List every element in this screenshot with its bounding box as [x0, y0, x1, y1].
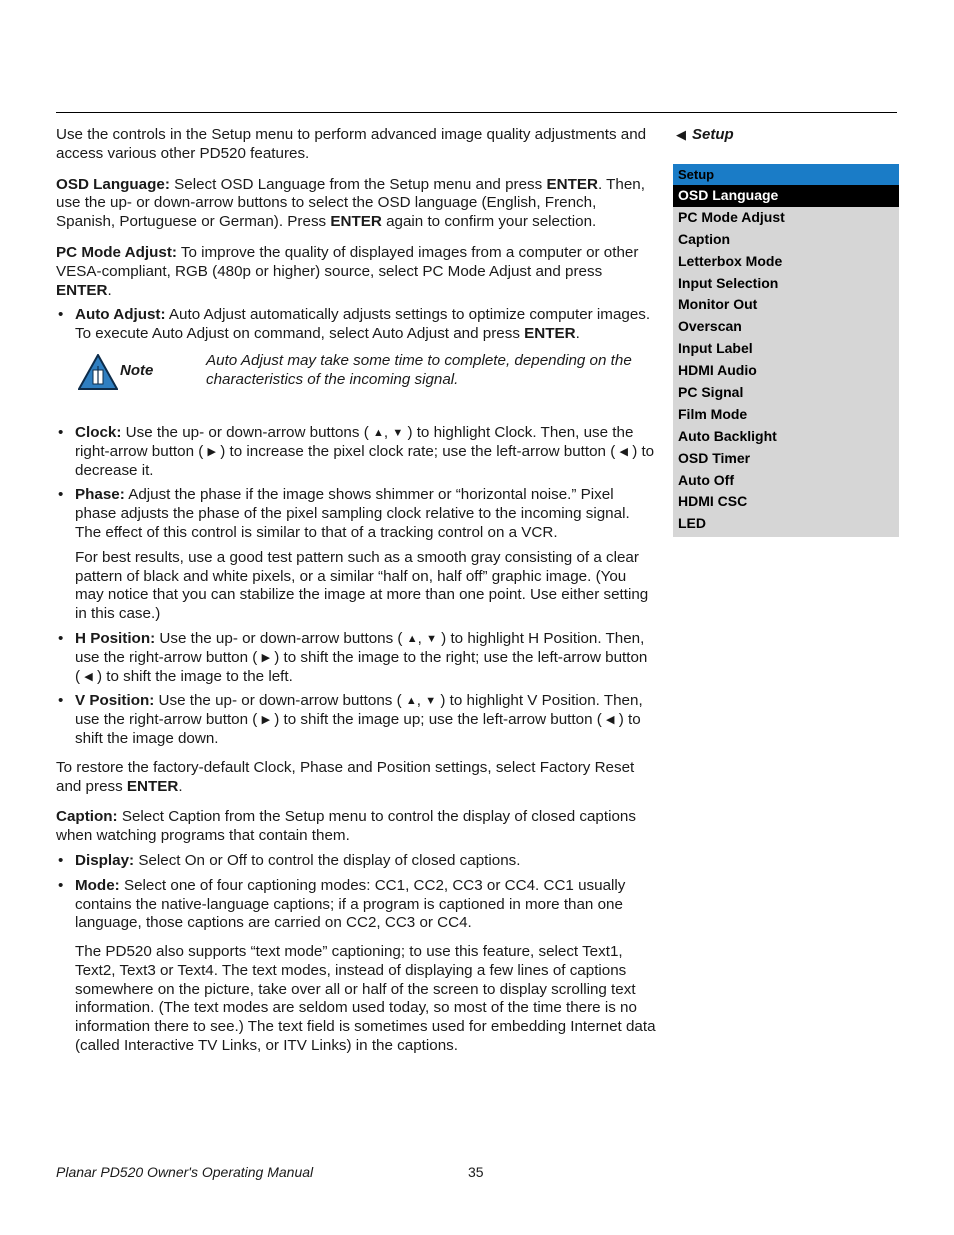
mode-paragraph-2: The PD520 also supports “text mode” captioning; to use this feature, select Text1, Text2, Text3 or Text4. The text modes, instead of displaying a few lines of captions somewhere on the picture, take over all or half of the screen to display scrolling text information. (The text modes are seldom used today, so most of the time there is no information there to see.) The text field is sometimes used for embedding Internet data (called Interactive TV Links, or ITV Links) in the captions.	[75, 943, 656, 1055]
caption-paragraph: Caption: Select Caption from the Setup menu to control the display of closed captions when watching programs that contain them.	[56, 808, 636, 845]
list-item: • Auto Adjust: Auto Adjust automatically adjusts settings to optimize computer images. To execute Auto Adjust on command, select Auto Adjust and press ENTER.	[56, 306, 656, 344]
footer-manual-title: Planar PD520 Owner's Operating Manual	[56, 1164, 314, 1180]
list-item: • H Position: Use the up- or down-arrow buttons ( ▲, ▼ ) to highlight H Position. Then, use the right-arrow button ( ▶ ) to shift the image to the right; use the left-arrow button ( ◀ ) to shift the image to the left.	[56, 630, 656, 686]
menu-item[interactable]: OSD Timer	[678, 449, 751, 466]
menu-item[interactable]: Auto Backlight	[678, 427, 777, 444]
setup-menu	[673, 164, 899, 537]
page-number: 35	[468, 1164, 484, 1180]
up-arrow-icon: ▲	[406, 632, 418, 645]
term: H Position:	[75, 629, 156, 647]
right-arrow-icon: ▶	[261, 714, 271, 727]
menu-item[interactable]: HDMI CSC	[678, 493, 748, 510]
menu-header: Setup	[673, 164, 899, 185]
right-arrow-icon: ▶	[207, 445, 216, 458]
enter-key: ENTER	[524, 325, 576, 343]
list-item: • Phase: Adjust the phase if the image shows shimmer or “horizontal noise.” Pixel phase adjusts the phase of the pixel sampling clock relative to the incoming signal. The effect of this control is similar to that of a tracking control on a VCR.	[56, 486, 656, 542]
list-item: • V Position: Use the up- or down-arrow buttons ( ▲, ▼ ) to highlight V Position. Then, use the right-arrow button ( ▶ ) to shift the image up; use the left-arrow button ( ◀ ) to shift the image down.	[56, 692, 656, 748]
term: Clock:	[75, 423, 122, 441]
down-arrow-icon: ▼	[426, 632, 437, 645]
intro-paragraph: Use the controls in the Setup menu to perform advanced image quality adjustments and access various other PD520 features.	[56, 126, 647, 162]
enter-key: ENTER	[546, 175, 598, 193]
osd-language-paragraph: OSD Language: Select OSD Language from the Setup menu and press ENTER. Then, use the up- or down-arrow buttons to select the OSD language (English, French, Spanish, Portuguese or German). Press ENTER again to confirm your selection.	[56, 175, 645, 231]
term: Caption:	[56, 808, 118, 826]
term: Auto Adjust:	[75, 306, 166, 324]
term: V Position:	[75, 692, 155, 710]
term: PC Mode Adjust:	[56, 243, 177, 261]
down-arrow-icon: ▼	[425, 695, 437, 708]
list-item: • Clock: Use the up- or down-arrow buttons ( ▲, ▼ ) to highlight Clock. Then, use the right-arrow button ( ▶ ) to increase the pixel clock rate; use the left-arrow button ( ◀ ) to decrease it.	[56, 424, 656, 480]
pc-bullets-1	[56, 306, 656, 344]
term: Mode:	[75, 876, 120, 894]
back-arrow-icon: ◀	[676, 127, 686, 142]
note-icon	[78, 354, 118, 390]
menu-item[interactable]: Monitor Out	[678, 296, 758, 313]
right-arrow-icon: ▶	[261, 651, 271, 664]
menu-item[interactable]: PC Mode Adjust	[678, 208, 785, 225]
menu-item[interactable]: Overscan	[678, 318, 742, 335]
menu-item[interactable]: Caption	[678, 230, 731, 247]
enter-key: ENTER	[56, 281, 108, 299]
menu-item[interactable]: Film Mode	[678, 405, 748, 422]
menu-item[interactable]: OSD Language	[673, 185, 899, 207]
enter-key: ENTER	[330, 213, 382, 231]
menu-item[interactable]: LED	[678, 515, 706, 532]
setup-section-label: ◀ Setup	[676, 126, 734, 143]
up-arrow-icon: ▲	[372, 426, 384, 439]
phase-paragraph-2: For best results, use a good test pattern such as a smooth gray consisting of a clear pattern of black and white pixels, or a similar “half on, half off” graphic image. (You may notice that you can stabilize the image at more than one point. Use either setting in this case.)	[75, 548, 649, 623]
caption-bullets	[56, 852, 656, 933]
menu-item[interactable]: Letterbox Mode	[678, 252, 783, 269]
note-label: Note	[120, 361, 154, 379]
main-content	[56, 126, 656, 1068]
up-arrow-icon: ▲	[405, 695, 417, 708]
term: Phase:	[75, 486, 125, 504]
menu-item[interactable]: HDMI Audio	[678, 362, 757, 379]
term: Display:	[75, 851, 135, 869]
restore-paragraph: To restore the factory-default Clock, Phase and Position settings, select Factory Reset and press ENTER.	[56, 758, 635, 795]
menu-item[interactable]: Input Selection	[678, 274, 779, 291]
left-arrow-icon: ◀	[606, 714, 615, 727]
down-arrow-icon: ▼	[392, 426, 404, 439]
pc-mode-paragraph: PC Mode Adjust: To improve the quality of displayed images from a computer or other VESA-compliant, RGB (480p or higher) source, select PC Mode Adjust and press ENTER.	[56, 243, 639, 299]
header-rule	[56, 112, 897, 113]
left-arrow-icon: ◀	[84, 670, 93, 683]
left-arrow-icon: ◀	[619, 445, 628, 458]
menu-item[interactable]: Input Label	[678, 340, 753, 357]
list-item: • Display: Select On or Off to control the display of closed captions.	[56, 852, 656, 871]
list-item: • Mode: Select one of four captioning modes: CC1, CC2, CC3 or CC4. CC1 usually contains the native-language captions; if a program is captioned in more than one language, those captions are carried on CC2, CC3 or CC4.	[56, 877, 656, 933]
menu-item[interactable]: Auto Off	[678, 471, 734, 488]
note-box	[56, 351, 656, 424]
term: OSD Language:	[56, 175, 170, 193]
enter-key: ENTER	[126, 777, 179, 795]
note-text: Auto Adjust may take some time to complete, depending on the characteristics of the incoming signal.	[206, 351, 632, 388]
menu-item[interactable]: PC Signal	[678, 384, 744, 401]
pc-bullets-2	[56, 424, 656, 543]
pc-bullets-3	[56, 630, 656, 749]
